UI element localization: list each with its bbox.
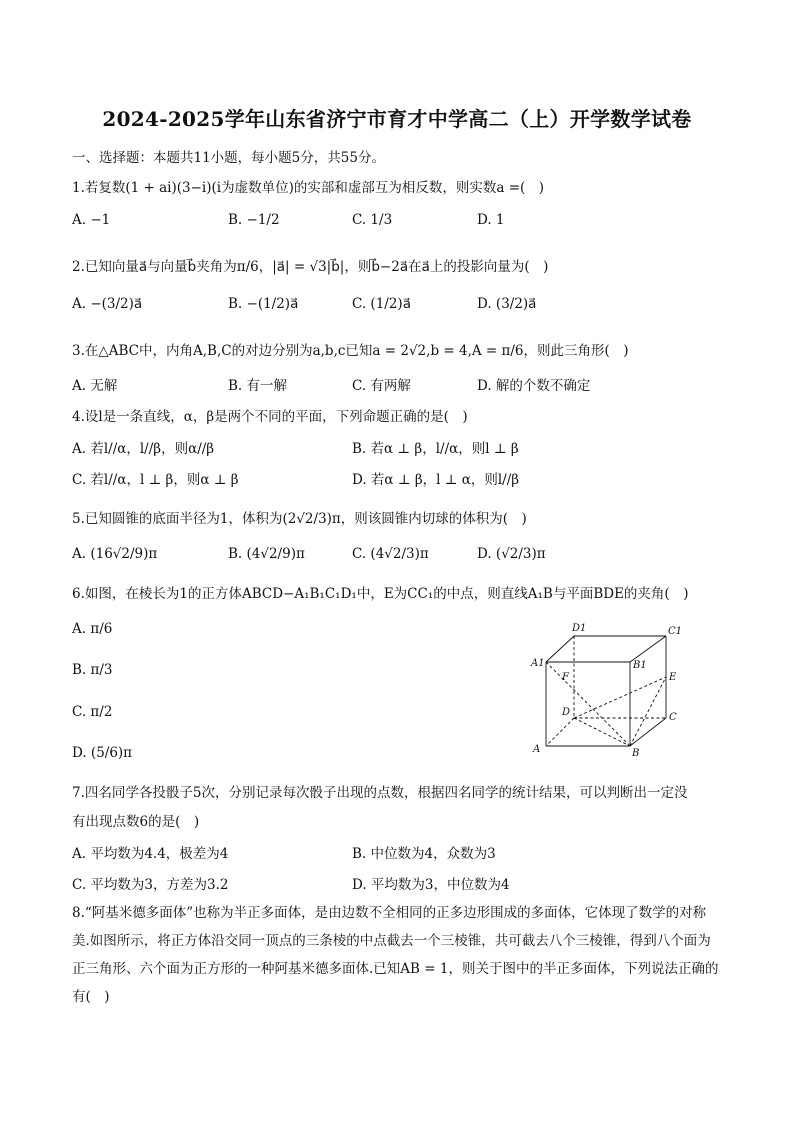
question-3-stem: 3.在△ABC中，内角A,B,C的对边分别为a,b,c已知a = 2√2,b = 4,A = π/6，则此三角形( ) [72,343,629,359]
q2-option-c: C. (1/2)a⃗ [352,296,411,312]
q7-option-d: D. 平均数为3，中位数为4 [352,877,510,893]
q2-option-a: A. −(3/2)a⃗ [72,296,143,312]
q4-option-b: B. 若α ⊥ β，l//α，则l ⊥ β [352,441,519,457]
q7-option-c: C. 平均数为3，方差为3.2 [72,877,229,893]
label-b: B [632,748,640,758]
q6-option-d: D. (5/6)π [72,745,133,761]
q3-option-b: B. 有一解 [228,378,288,394]
label-d1: D1 [572,623,587,634]
label-f: F [562,672,569,683]
question-4-stem: 4.设l是一条直线，α，β是两个不同的平面，下列命题正确的是( ) [72,409,468,425]
label-c: C [669,712,677,723]
label-a1: A1 [531,658,545,669]
q4-option-d: D. 若α ⊥ β，l ⊥ α，则l//β [352,472,520,488]
q2-option-d: D. (3/2)a⃗ [477,296,537,312]
q1-option-c: C. 1/3 [352,212,393,228]
q3-option-d: D. 解的个数不确定 [477,378,591,394]
q5-option-a: A. (16√2/9)π [72,546,158,562]
q5-option-d: D. (√2/3)π [477,546,546,562]
q5-option-b: B. (4√2/9)π [228,546,305,562]
q4-option-c: C. 若l//α，l ⊥ β，则α ⊥ β [72,472,239,488]
q6-option-a: A. π/6 [72,621,113,637]
q5-option-c: C. (4√2/3)π [352,546,429,562]
label-a: A [533,744,541,755]
label-b1: B1 [633,660,647,671]
label-c1: C1 [668,626,683,637]
q7-option-a: A. 平均数为4.4，极差为4 [72,846,229,862]
q1-option-d: D. 1 [477,212,505,228]
q4-option-a: A. 若l//α，l//β，则α//β [72,441,215,457]
question-6-stem: 6.如图，在棱长为1的正方体ABCD−A₁B₁C₁D₁中，E为CC₁的中点，则直线A₁B与平面BDE的夹角( ) [72,586,689,602]
q6-option-c: C. π/2 [72,704,113,720]
cube-figure [528,618,688,758]
question-7-stem-line-2: 有出现点数6的是( ) [72,814,200,830]
question-1-stem: 1.若复数(1 + ai)(3−i)(i为虚数单位)的实部和虚部互为相反数，则实数a =( ) [72,180,545,196]
label-e: E [669,672,677,683]
question-7-stem-line-1: 7.四名同学各投骰子5次，分别记录每次骰子出现的点数，根据四名同学的统计结果，可以判断出一定没 [72,785,688,801]
label-d: D [562,707,571,718]
question-5-stem: 5.已知圆锥的底面半径为1，体积为(2√2/3)π，则该圆锥内切球的体积为( ) [72,511,527,527]
q3-option-a: A. 无解 [72,378,118,394]
section-heading: 一、选择题：本题共11小题，每小题5分，共55分。 [72,150,385,166]
q1-option-a: A. −1 [72,212,111,228]
q1-option-b: B. −1/2 [228,212,280,228]
exam-title: 2024-2025学年山东省济宁市育才中学高二（上）开学数学试卷 [102,107,692,131]
q6-option-b: B. π/3 [72,662,113,678]
q3-option-c: C. 有两解 [352,378,411,394]
question-8-stem: 8.“阿基米德多面体”也称为半正多面体，是由边数不全相同的正多边形围成的多面体，它体现了数学的对称美.如图所示，将正方体沿交同一顶点的三条棱的中点截去一个三棱锥，共可截去八个三棱锥，得到八个面为正三角形、六个面为正方形的一种阿基米德多面体.已知AB = 1，则关于图中的半正多面体，下列说法正确的有( ) [72,905,719,1005]
q7-option-b: B. 中位数为4，众数为3 [352,846,496,862]
question-2-stem: 2.已知向量a⃗与向量b⃗夹角为π/6，|a⃗| = √3|b⃗|，则b⃗−2a⃗在a⃗上的投影向量为( ) [72,259,549,275]
q2-option-b: B. −(1/2)a⃗ [228,296,299,312]
